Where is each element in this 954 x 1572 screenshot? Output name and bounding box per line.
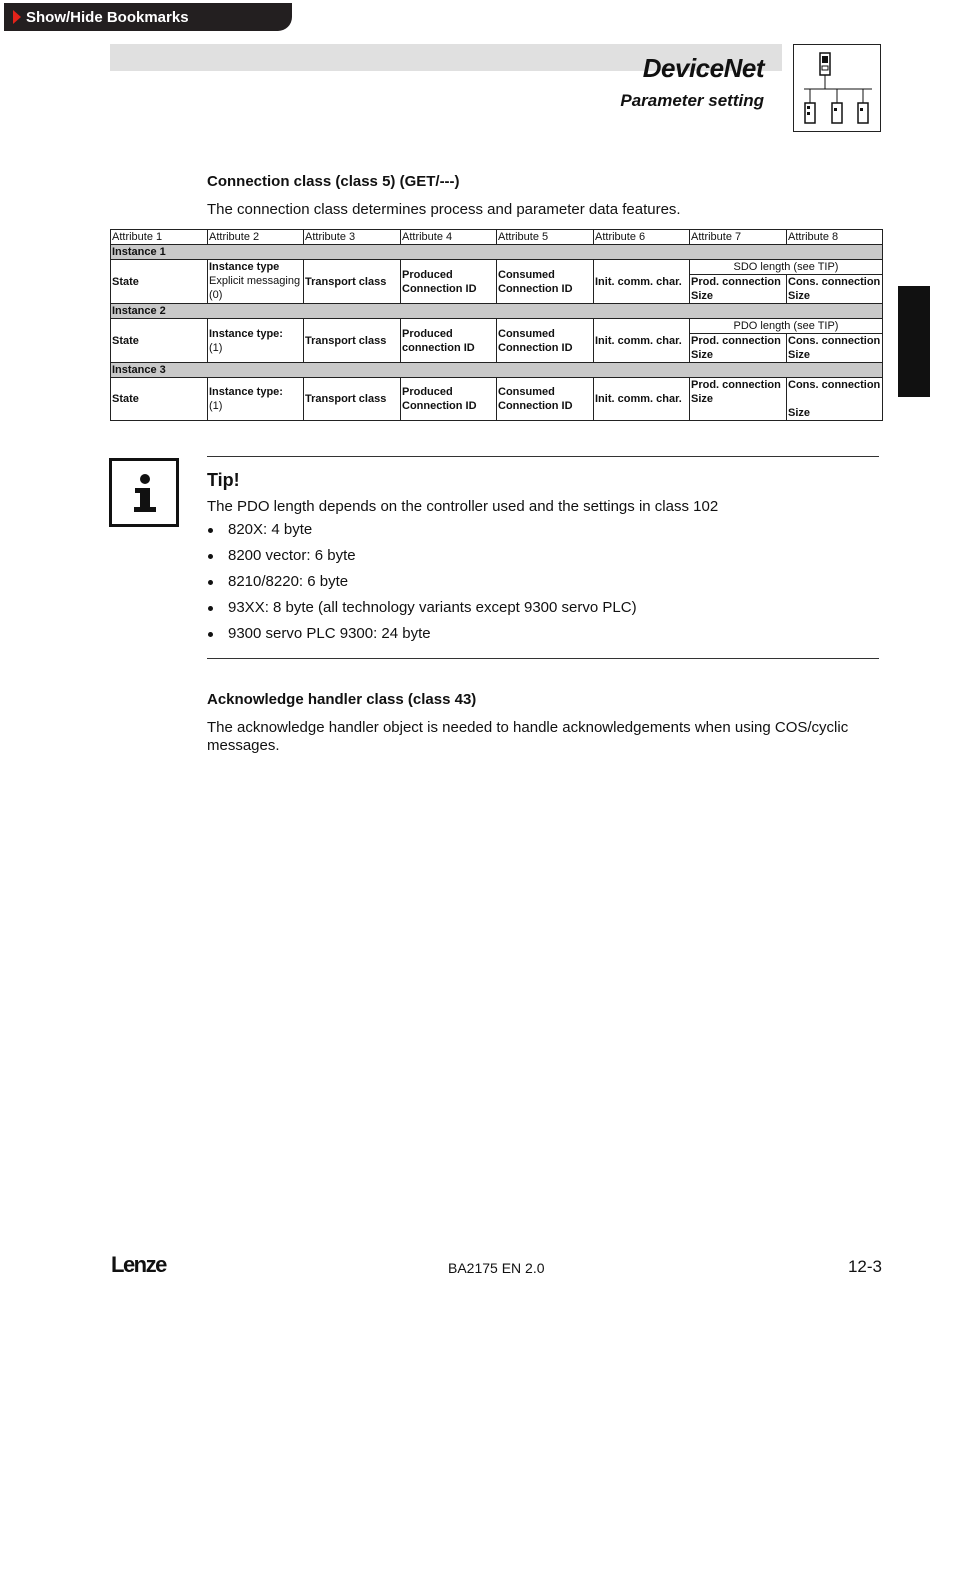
acknowledge-class-heading: Acknowledge handler class (class 43) <box>207 691 477 708</box>
produced-line-2: Connection ID <box>402 282 477 295</box>
cons-size-cell <box>787 275 883 304</box>
prod-size-cell <box>690 378 787 421</box>
bookmarks-label: Show/Hide Bookmarks <box>26 8 189 26</box>
init-comm-cell: Init. comm. char. <box>594 319 690 363</box>
connection-class-heading: Connection class (class 5) (GET/---) <box>207 173 460 190</box>
consumed-line-1: Consumed <box>498 327 555 340</box>
connection-class-description: The connection class determines process and parameter data features. <box>207 201 681 218</box>
info-icon <box>109 458 179 527</box>
acknowledge-class-description: The acknowledge handler object is needed to handle acknowledgements when using COS/cyclic messages. <box>207 719 849 754</box>
list-item: 9300 servo PLC 9300: 24 byte <box>207 625 637 651</box>
header-cell: Attribute 1 <box>111 230 208 245</box>
brand-logo: Lenze <box>111 1252 166 1277</box>
cons-size-cell <box>787 334 883 363</box>
sdo-length-header: SDO length (see TIP) <box>690 260 883 275</box>
network-diagram-icon <box>793 44 881 132</box>
consumed-line-1: Consumed <box>498 268 555 281</box>
page-subtitle: Parameter setting <box>620 91 764 110</box>
state-cell: State <box>111 319 208 363</box>
show-hide-bookmarks-button[interactable] <box>4 3 292 31</box>
header-cell: Attribute 6 <box>594 230 690 245</box>
instance-row <box>111 304 883 319</box>
produced-id-cell <box>401 260 497 304</box>
page-title: DeviceNet <box>642 53 764 83</box>
table-row <box>111 260 883 275</box>
table-row <box>111 378 883 421</box>
page-number: 12-3 <box>847 1257 882 1276</box>
list-item: 820X: 4 byte <box>207 521 637 547</box>
instance-type-label: Instance type: <box>209 386 283 398</box>
init-comm-cell: Init. comm. char. <box>594 260 690 304</box>
instance-row <box>111 245 883 260</box>
prod-line-2: Size <box>691 349 714 361</box>
transport-class-cell: Transport class <box>304 378 401 421</box>
consumed-line-2: Connection ID <box>498 341 573 354</box>
table-row <box>111 319 883 334</box>
consumed-line-2: Connection ID <box>498 282 573 295</box>
prod-size-cell <box>690 275 787 304</box>
header-cell: Attribute 8 <box>787 230 883 245</box>
produced-id-cell <box>401 378 497 421</box>
state-cell: State <box>111 260 208 304</box>
instance-type-cell <box>208 260 304 304</box>
tip-top-rule <box>207 456 879 457</box>
instance-type-label: Instance type: <box>209 327 283 340</box>
produced-line-2: Connection ID <box>402 400 477 412</box>
header-cell: Attribute 4 <box>401 230 497 245</box>
connection-class-table <box>110 229 883 421</box>
instance-row <box>111 363 883 378</box>
init-comm-cell: Init. comm. char. <box>594 378 690 421</box>
header-cell: Attribute 3 <box>304 230 401 245</box>
cons-line-1: Cons. connection <box>788 335 881 347</box>
chapter-tab-marker <box>898 286 930 397</box>
instance-type-label: Instance type <box>209 261 280 273</box>
cons-line-1: Cons. connection <box>788 276 881 288</box>
instance-title: Instance 3 <box>111 363 883 378</box>
cons-line-1: Cons. connection <box>788 379 881 391</box>
list-item: 8200 vector: 6 byte <box>207 547 637 573</box>
prod-line-1: Prod. connection <box>691 379 781 391</box>
cons-line-2: Size <box>788 407 811 419</box>
consumed-id-cell <box>497 319 594 363</box>
produced-line-1: Produced <box>402 386 453 398</box>
cons-line-2: Size <box>788 290 811 302</box>
prod-line-2: Size <box>691 393 714 405</box>
tip-bottom-rule <box>207 658 879 659</box>
triangle-right-icon <box>13 10 21 24</box>
document-id: BA2175 EN 2.0 <box>448 1260 545 1276</box>
cons-line-2: Size <box>788 349 811 361</box>
instance-title: Instance 1 <box>111 245 883 260</box>
header-cell: Attribute 2 <box>208 230 304 245</box>
prod-size-cell <box>690 334 787 363</box>
tip-list <box>207 521 637 651</box>
instance-type-value: (1) <box>209 341 223 354</box>
state-cell: State <box>111 378 208 421</box>
pdo-length-header: PDO length (see TIP) <box>690 319 883 334</box>
tip-intro: The PDO length depends on the controller used and the settings in class 102 <box>207 498 719 515</box>
consumed-line-2: Connection ID <box>498 400 573 412</box>
instance-type-value: (1) <box>209 400 223 412</box>
list-item: 93XX: 8 byte (all technology variants except 9300 servo PLC) <box>207 599 637 625</box>
instance-type-cell <box>208 378 304 421</box>
produced-line-2: connection ID <box>402 341 475 354</box>
list-item: 8210/8220: 6 byte <box>207 573 637 599</box>
prod-line-2: Size <box>691 290 714 302</box>
produced-line-1: Produced <box>402 268 453 281</box>
header-cell: Attribute 5 <box>497 230 594 245</box>
instance-type-cell <box>208 319 304 363</box>
produced-id-cell <box>401 319 497 363</box>
cons-size-cell <box>787 378 883 421</box>
instance-title: Instance 2 <box>111 304 883 319</box>
tip-title: Tip! <box>207 470 240 490</box>
table-header-row <box>111 230 883 245</box>
consumed-line-1: Consumed <box>498 386 555 398</box>
produced-line-1: Produced <box>402 327 453 340</box>
transport-class-cell: Transport class <box>304 319 401 363</box>
consumed-id-cell <box>497 378 594 421</box>
header-cell: Attribute 7 <box>690 230 787 245</box>
instance-type-value: Explicit messaging (0) <box>209 275 301 301</box>
prod-line-1: Prod. connection <box>691 335 781 347</box>
prod-line-1: Prod. connection <box>691 276 781 288</box>
consumed-id-cell <box>497 260 594 304</box>
transport-class-cell: Transport class <box>304 260 401 304</box>
